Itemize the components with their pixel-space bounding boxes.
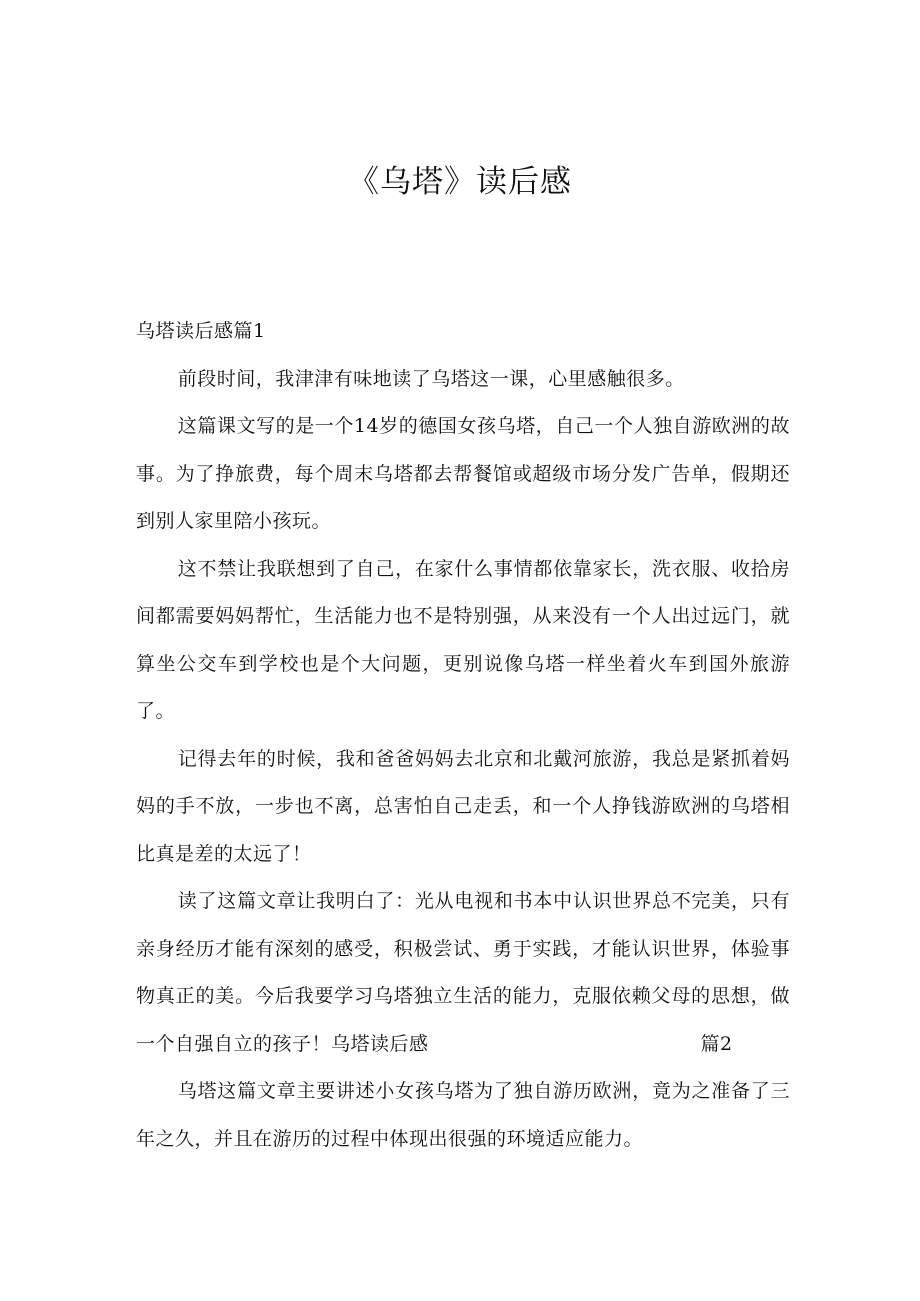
paragraph-4: 记得去年的时候，我和爸爸妈妈去北京和北戴河旅游，我总是紧抓着妈妈的手不放，一步也不离，总害怕自己走丢，和一个人挣钱游欧洲的乌塔相比真是差的太远了！: [136, 747, 790, 865]
paragraph-3: 这不禁让我联想到了自己，在家什么事情都依靠家长，洗衣服、收拾房间都需要妈妈帮忙，生活能力也不是特别强，从来没有一个人出过远门，就算坐公交车到学校也是个大问题，更别说像乌塔一样坐着火车到国外旅游了。: [136, 557, 790, 722]
paragraph-5-text: 读了这篇文章让我明白了：光从电视和书本中认识世界总不完美，只有亲身经历才能有深刻的感受，积极尝试、勇于实践，才能认识世界，体验事物真正的美。今后我要学习乌塔独立生活的能力，克服依赖父母的思想，做一个自强自立的孩子！乌塔读后感: [136, 890, 790, 1055]
section-heading-1: 乌塔读后感篇1: [136, 320, 266, 342]
paragraph-6: 乌塔这篇文章主要讲述小女孩乌塔为了独自游历欧洲，竟为之准备了三年之久，并且在游历的过程中体现出很强的环境适应能力。: [136, 1080, 790, 1150]
paragraph-2: 这篇课文写的是一个14岁的德国女孩乌塔，自己一个人独自游欧洲的故事。为了挣旅费，每个周末乌塔都去帮餐馆或超级市场分发广告单，假期还到别人家里陪小孩玩。: [136, 415, 790, 532]
document-title: 《乌塔》读后感: [348, 164, 572, 200]
section-label-2: 篇2: [700, 1032, 733, 1055]
paragraph-5: [136, 878, 790, 1068]
paragraph-1: 前段时间，我津津有味地读了乌塔这一课，心里感触很多。: [177, 367, 685, 390]
document-body: [136, 308, 790, 1163]
